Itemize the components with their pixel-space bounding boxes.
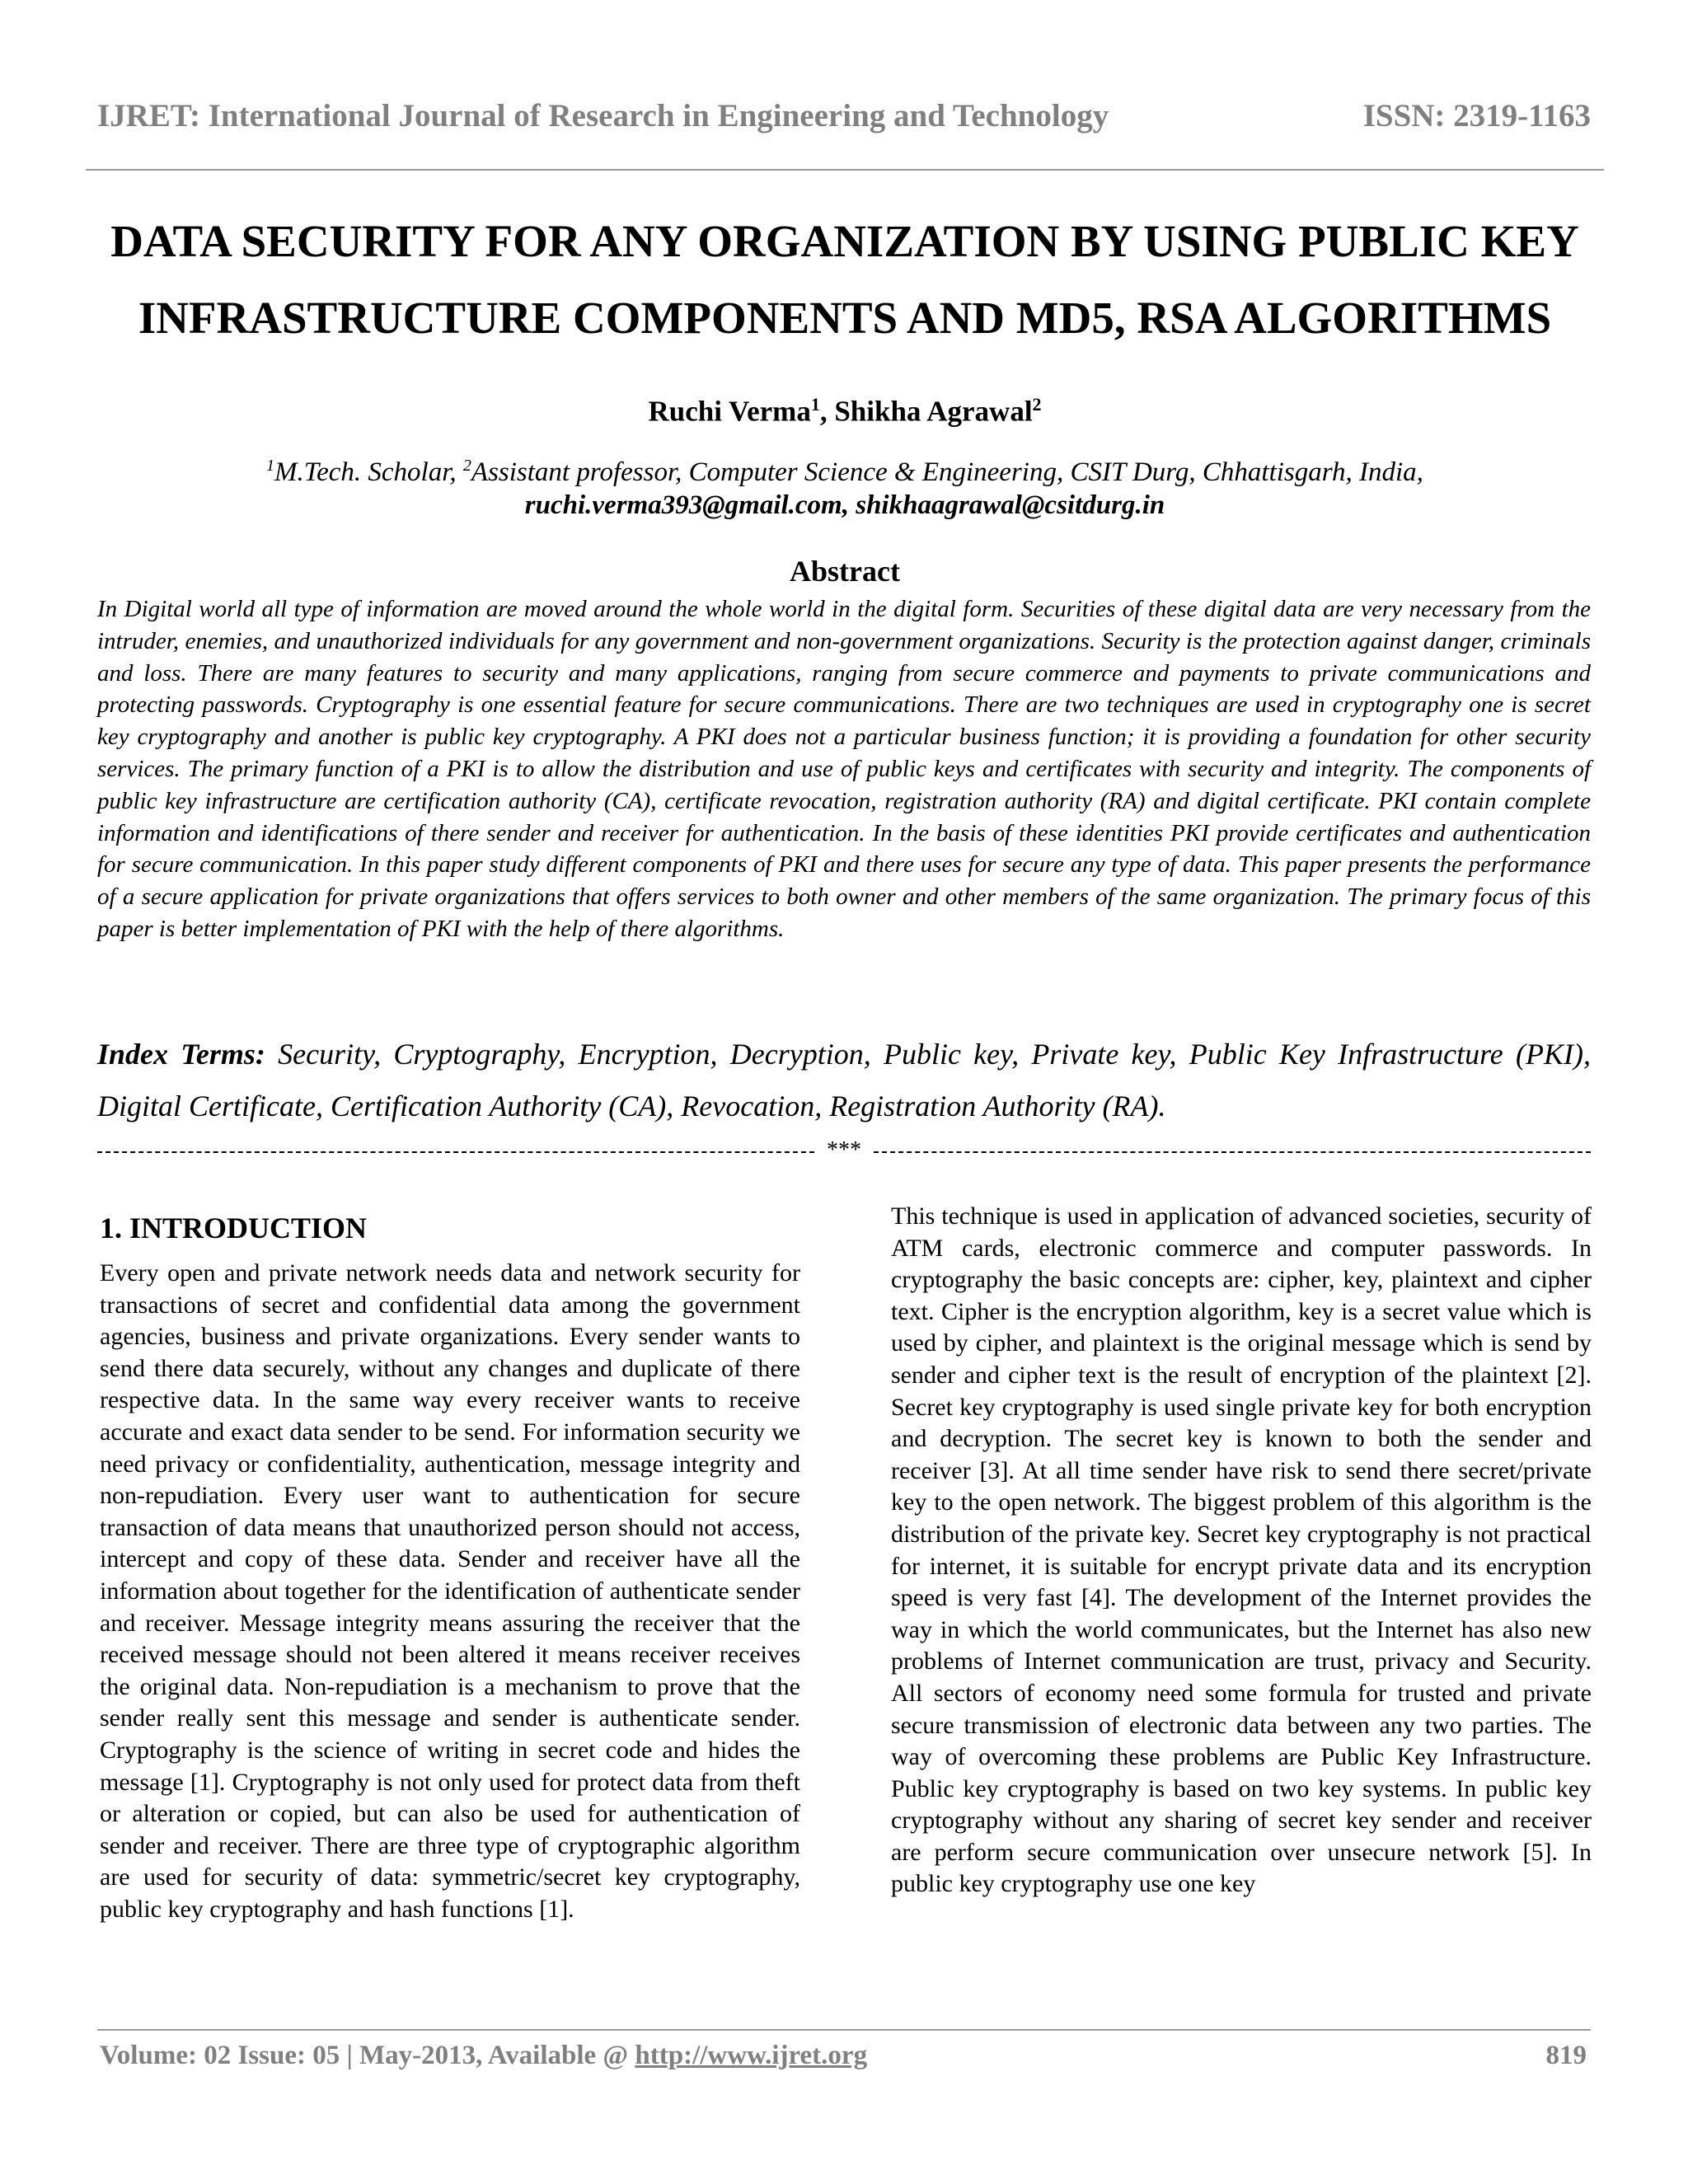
footer-volume-text: Volume: 02 Issue: 05 | May-2013, Available @ xyxy=(100,2041,635,2070)
index-terms-label: Index Terms: xyxy=(97,1038,265,1071)
affil-text-2: Assistant professor, Computer Science & Engineering, CSIT Durg, Chhattisgarh, India, xyxy=(471,457,1423,487)
author-name-1: Ruchi Verma xyxy=(648,395,811,428)
title-line-2: INFRASTRUCTURE COMPONENTS AND MD5, RSA ALGORITHMS xyxy=(138,293,1552,343)
author-separator: , xyxy=(819,395,835,428)
affiliation xyxy=(86,449,1604,522)
journal-name: IJRET: International Journal of Research in Engineering and Technology xyxy=(97,98,1109,134)
abstract-heading: Abstract xyxy=(790,555,900,588)
intro-paragraph-right: This technique is used in application of advanced societies, security of ATM cards, electronic commerce and computer passwords. In cryptography the basic concepts are: cipher, key, plaintext and cipher text. Cipher is the encryption algorithm, key is a secret value which is used by cipher, and plaintext is the original message which is send by sender and cipher text is the result of encryption of the plaintext [2]. Secret key cryptography is used single private key for both encryption and decryption. The secret key is known to both the sender and receiver [3]. At all time sender have risk to send there secret/private key to the open network. The biggest problem of this algorithm is the distribution of the private key. Secret key cryptography is not practical for internet, it is suitable for encrypt private data and its encryption speed is very fast [4]. The development of the Internet provides the way in which the world communicates, but the Internet has also new problems of Internet communication are trust, privacy and Security. All sectors of economy need some formula for trusted and private secure transmission of electronic data between any two parties. The way of overcoming these problems are Public Key Infrastructure. Public key cryptography is based on two key systems. In public key cryptography without any sharing of secret key sender and receiver are perform secure communication over unsecure network [5]. In public key cryptography use one key xyxy=(891,1202,1592,1898)
title-line-1: DATA SECURITY FOR ANY ORGANIZATION BY USING PUBLIC KEY xyxy=(110,216,1579,266)
index-terms xyxy=(97,1029,1591,1132)
divider-stars: *** xyxy=(827,1137,861,1163)
journal-link[interactable]: http://www.ijret.org xyxy=(635,2041,868,2070)
right-column xyxy=(891,1201,1592,1900)
abstract-body: In Digital world all type of information are moved around the whole world in the digital form. Securities of these digital data are very necessary from the intruder, enemies, and unauthorized individuals for any government and non-government organizations. Security is the protection against danger, criminals and loss. There are many features to security and many applications, ranging from secure commerce and payments to private communications and protecting passwords. Cryptography is one essential feature for secure communications. There are two techniques are used in cryptography one is secret key cryptography and another is public key cryptography. A PKI does not a particular business function; it is providing a foundation for other security services. The primary function of a PKI is to allow the distribution and use of public keys and certificates with security and integrity. The components of public key infrastructure are certification authority (CA), certificate revocation, registration authority (RA) and digital certificate. PKI contain complete information and identifications of there sender and receiver for authentication. In the basis of these identities PKI provide certificates and authentication for secure communication. In this paper study different components of PKI and there uses for secure any type of data. This paper presents the performance of a secure application for private organizations that offers services to both owner and other members of the same organization. The primary focus of this paper is better implementation of PKI with the help of there algorithms. xyxy=(97,596,1591,942)
intro-paragraph-left: Every open and private network needs data and network security for transactions of secret and confidential data among the government agencies, business and private organizations. Every sender wants to send there data securely, without any changes and duplicate of there respective data. In the same way every receiver wants to receive accurate and exact data sender to be send. For information security we need privacy or confidentiality, authentication, message integrity and non-repudiation. Every user want to authentication for secure transaction of data means that unauthorized person should not access, intercept and copy of these data. Sender and receiver have all the information about together for the identification of authenticate sender and receiver. Message integrity means assuring the receiver that the received message should not been altered it means receiver receives the original data. Non-repudiation is a mechanism to prove that the sender really sent this message and sender is authenticate sender. Cryptography is the science of writing in secret code and hides the message [1]. Cryptography is not only used for protect data from theft or alteration or copied, but can also be used for authentication of sender and receiver. There are three type of cryptographic algorithm are used for security of data: symmetric/secret key cryptography, public key cryptography and hash functions [1]. xyxy=(100,1259,800,1923)
issn: ISSN: 2319-1163 xyxy=(1362,98,1591,134)
footer-rule xyxy=(97,2029,1591,2031)
author-list xyxy=(86,394,1604,429)
paper-title xyxy=(86,203,1604,356)
affil-text-1: M.Tech. Scholar, xyxy=(274,457,463,487)
left-column xyxy=(100,1212,800,1925)
author-sup-1: 1 xyxy=(810,394,820,415)
affil-sup-2: 2 xyxy=(462,457,471,475)
affiliation-line xyxy=(86,449,1604,489)
footer-volume xyxy=(100,2041,867,2071)
index-terms-text: Security, Cryptography, Encryption, Decryption, Public key, Private key, Public Key Infrastructure (PKI), Digital Certificate, Certification Authority (CA), Revocation, Registration Authority (RA). xyxy=(97,1038,1591,1122)
affil-sup-1: 1 xyxy=(266,457,275,475)
author-name-2: Shikha Agrawal xyxy=(834,395,1033,428)
author-sup-2: 2 xyxy=(1032,394,1042,415)
author-emails: ruchi.verma393@gmail.com, shikhaagrawal@csitdurg.in xyxy=(524,490,1165,520)
divider-dash-right xyxy=(874,1151,1591,1153)
header-rule xyxy=(86,169,1604,171)
section-heading-introduction: 1. INTRODUCTION xyxy=(100,1212,368,1244)
section-divider xyxy=(97,1137,1591,1165)
page-number: 819 xyxy=(1545,2041,1587,2070)
